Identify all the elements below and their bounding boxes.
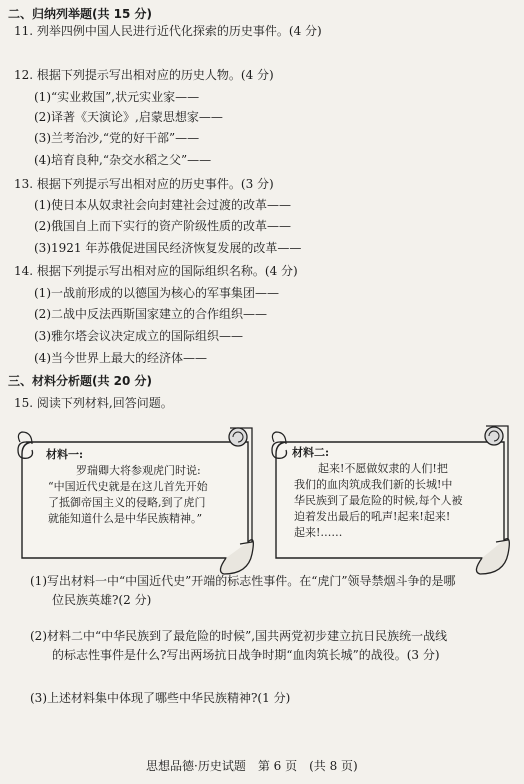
page-footer: 思想品德·历史试题 第 6 页 (共 8 页) [146, 759, 358, 773]
material-1-label: 材料一: [46, 448, 84, 461]
material-2-line-3: 华民族到了最危险的时候,每个人被 [294, 494, 463, 507]
question-13-stem: 13. 根据下列提示写出相对应的历史事件。(3 分) [14, 177, 274, 191]
material-1-line-2: “中国近代史就是在这儿首先开始 [48, 480, 208, 493]
scroll-roll-icon [229, 428, 247, 446]
material-1-line-4: 就能知道什么是中华民族精神。” [48, 512, 203, 525]
question-15: 15. 阅读下列材料,回答问题。 [14, 396, 173, 410]
q15-1-line-2: 位民族英雄?(2 分) [52, 593, 152, 607]
material-2-line-5: 起来!…… [294, 526, 343, 539]
scroll-roll-icon [485, 427, 503, 445]
q14-item-4: (4)当今世界上最大的经济体—— [34, 351, 207, 365]
q15-2-line-1: (2)材料二中“中华民族到了最危险的时候”,国共两党初步建立抗日民族统一战线 [30, 629, 448, 643]
section-3-title: 三、材料分析题(共 20 分) [8, 374, 153, 388]
q15-1-line-1: (1)写出材料一中“中国近代史”开端的标志性事件。在“虎门”领导禁烟斗争的是哪 [30, 574, 456, 588]
question-11: 11. 列举四例中国人民进行近代化探索的历史事件。(4 分) [14, 24, 322, 38]
q15-2-line-2: 的标志性事件是什么?写出两场抗日战争时期“血肉筑长城”的战役。(3 分) [52, 648, 440, 662]
material-2-line-1: 起来!不愿做奴隶的人们!把 [318, 462, 448, 475]
q13-item-1: (1)使日本从奴隶社会向封建社会过渡的改革—— [34, 198, 291, 212]
q12-item-2: (2)译著《天演论》,启蒙思想家—— [34, 110, 223, 124]
q14-item-3: (3)雅尔塔会议决定成立的国际组织—— [34, 329, 243, 343]
q12-item-4: (4)培育良种,“杂交水稻之父”—— [34, 153, 212, 167]
q15-3-line-1: (3)上述材料集中体现了哪些中华民族精神?(1 分) [30, 691, 291, 705]
question-12-stem: 12. 根据下列提示写出相对应的历史人物。(4 分) [14, 68, 274, 82]
section-2-title: 二、归纳列举题(共 15 分) [8, 7, 153, 21]
material-2-label: 材料二: [292, 446, 330, 459]
q14-item-2: (2)二战中反法西斯国家建立的合作组织—— [34, 307, 267, 321]
q12-item-1: (1)“实业救国”,状元实业家—— [34, 90, 200, 104]
q14-item-1: (1)一战前形成的以德国为核心的军事集团—— [34, 286, 279, 300]
material-2-line-2: 我们的血肉筑成我们新的长城!中 [294, 478, 453, 491]
q13-item-2: (2)俄国自上而下实行的资产阶级性质的改革—— [34, 219, 291, 233]
material-2-line-4: 迫着发出最后的吼声!起来!起来! [294, 510, 451, 523]
question-14-stem: 14. 根据下列提示写出相对应的国际组织名称。(4 分) [14, 264, 298, 278]
q12-item-3: (3)兰考治沙,“党的好干部”—— [34, 131, 200, 145]
material-1-line-1: 罗瑞卿大将参观虎门时说: [76, 464, 201, 477]
material-1-line-3: 了抵御帝国主义的侵略,到了虎门 [48, 496, 206, 509]
q13-item-3: (3)1921 年苏俄促进国民经济恢复发展的改革—— [34, 241, 302, 255]
